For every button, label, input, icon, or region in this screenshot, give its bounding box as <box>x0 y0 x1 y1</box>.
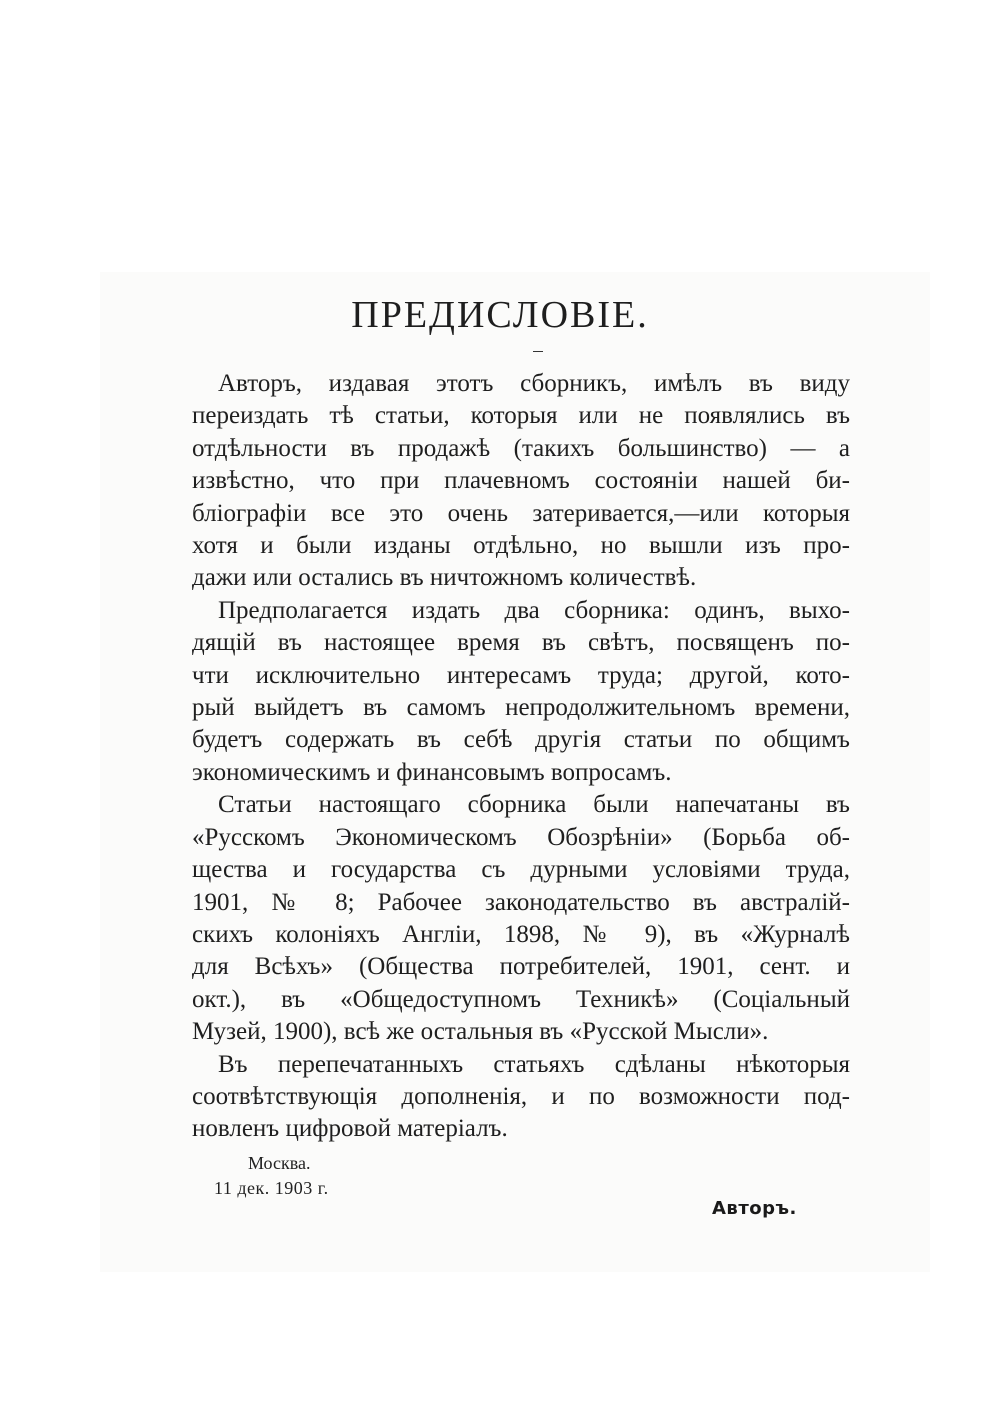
text-line: экономическимъ и финансовымъ вопросамъ. <box>192 758 672 786</box>
text-line: будетъ содержать въ себѣ другія статьи по общимъ <box>192 726 850 754</box>
text-line: хотя и были изданы отдѣльно, но вышли изъ про- <box>192 532 850 560</box>
text-line: соотвѣтствующія дополненія, и по возможности под- <box>192 1082 850 1110</box>
text-line: новленъ цифровой матеріалъ. <box>192 1115 508 1143</box>
text-line: отдѣльности въ продажѣ (такихъ большинство) — а <box>192 434 850 462</box>
author-signature: Авторъ. <box>712 1198 797 1219</box>
text-line: Авторъ, издавая этотъ сборникъ, имѣлъ въ виду <box>218 370 850 397</box>
place-of-writing: Москва. <box>248 1153 311 1173</box>
paragraph-1 <box>192 368 850 595</box>
text-line: скихъ колоніяхъ Англіи, 1898, № 9), въ «Журналѣ <box>192 920 850 948</box>
text-line: рый выйдетъ въ самомъ непродолжительномъ времени, <box>192 694 850 722</box>
text-line: щества и государства съ дурными условіями труда, <box>192 856 850 884</box>
text-line: Въ перепечатанныхъ статьяхъ сдѣланы нѣкоторыя <box>218 1050 850 1078</box>
text-line: окт.), въ «Общедоступномъ Техникѣ» (Соціальный <box>192 985 850 1013</box>
date-of-writing: 11 дек. 1903 г. <box>214 1178 329 1198</box>
paragraph-2 <box>192 595 850 789</box>
text-line: дящій въ настоящее время въ свѣтъ, посвященъ по- <box>192 629 850 657</box>
paragraph-3 <box>192 789 850 1048</box>
text-line: для Всѣхъ» (Общества потребителей, 1901, сент. и <box>192 953 850 981</box>
text-line: 1901, № 8; Рабочее законодательство въ австралій- <box>192 888 850 916</box>
text-line: «Русскомъ Экономическомъ Обозрѣніи» (Борьба об- <box>192 823 850 851</box>
text-line: извѣстно, что при плачевномъ состояніи нашей би- <box>192 467 850 495</box>
text-line: Музей, 1900), всѣ же остальныя въ «Русской Мысли». <box>192 1018 769 1046</box>
text-line: дажи или остались въ ничтожномъ количествѣ. <box>192 564 697 592</box>
text-line: Статьи настоящаго сборника были напечатаны въ <box>218 791 850 819</box>
text-line: чти исключительно интересамъ труда; другой, кото- <box>192 661 850 689</box>
paragraph-4 <box>192 1049 850 1146</box>
preface-body <box>192 368 850 1146</box>
text-line: бліографіи все это очень затеривается,—или которыя <box>192 499 850 527</box>
title-divider <box>533 351 543 352</box>
page-title: ПРЕДИСЛОВІЕ. <box>351 294 649 336</box>
text-line: Предполагается издать два сборника: одинъ, выхо- <box>218 596 850 624</box>
text-line: переиздать тѣ статьи, которыя или не появлялись въ <box>192 402 850 430</box>
